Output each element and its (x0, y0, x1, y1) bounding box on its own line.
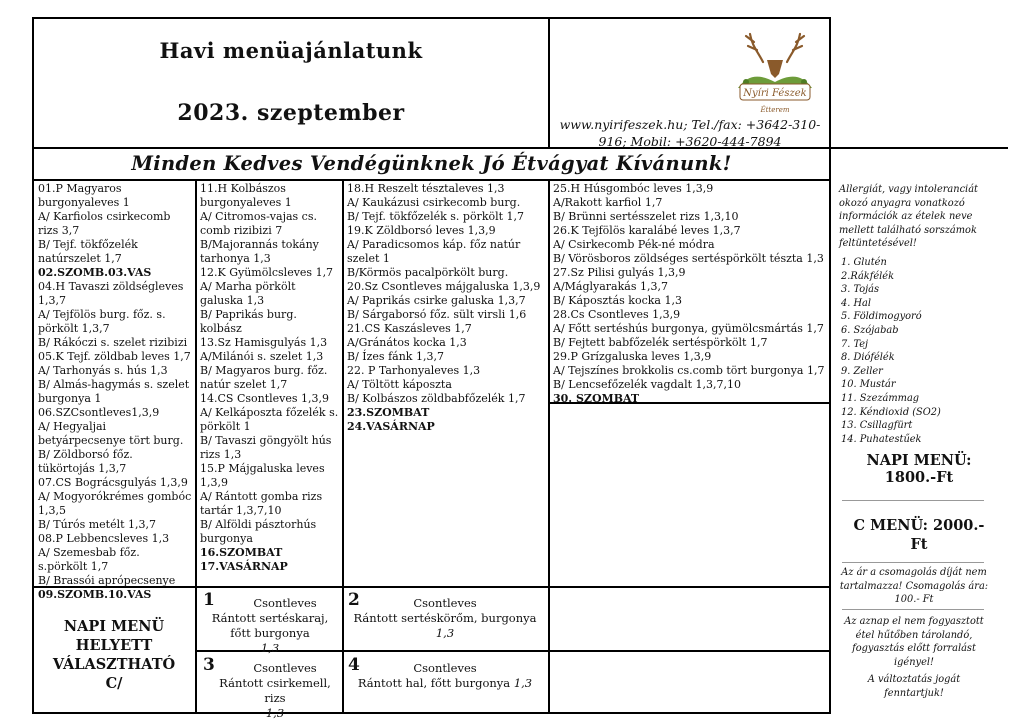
menu-line: 11.H Kolbászos burgonyaleves 1 (200, 182, 292, 209)
menu-line: 02.SZOMB.03.VAS (38, 266, 152, 279)
option-soup: Csontleves (413, 661, 477, 675)
logo-subtext: Étterem (760, 106, 790, 114)
menu-line: A/Milánói s. szelet 1,3 (200, 350, 324, 363)
allergen-item: 1. Glutén (841, 257, 887, 268)
alternatives-label-line: C/ (105, 675, 123, 692)
menu-line: A/ Marha pörkölt galuska 1,3 (200, 280, 296, 307)
menu-line: A/Gránátos kocka 1,3 (347, 336, 467, 349)
menu-line: 01.P Magyaros burgonyaleves 1 (38, 182, 130, 209)
option-number: 2 (348, 590, 360, 610)
menu-line: 22. P Tarhonyaleves 1,3 (347, 364, 481, 377)
alternatives-label-line: NAPI MENÜ (63, 618, 165, 635)
banner-bottom-line (32, 179, 831, 181)
option-4 (345, 661, 545, 691)
menu-line: 19.K Zöldborsó leves 1,3,9 (347, 224, 496, 237)
welcome-banner: Minden Kedves Vendégünknek Jó Étvágyat Kívánunk! (131, 152, 732, 175)
menu-line: B/ Tavaszi göngyölt hús rizs 1,3 (200, 434, 332, 461)
menu-line: B/ Káposztás kocka 1,3 (553, 294, 682, 307)
menu-line: B/ Ízes fánk 1,3,7 (347, 350, 444, 363)
header-divider (548, 17, 550, 149)
rights-note: A változtatás jogát fenntartjuk! (867, 674, 961, 699)
menu-line: B/ Sárgaborsó főz. sült virsli 1,6 (347, 308, 527, 321)
menu-line: 27.Sz Pilisi gulyás 1,3,9 (553, 266, 686, 279)
menu-line: 09.SZOMB.10.VAS (38, 588, 152, 601)
allergen-item: 13. Csillagfürt (841, 420, 913, 432)
menu-line: A/ Kelkáposzta főzelék s. pörkölt 1 (200, 406, 339, 433)
menu-line: B/ Rákóczi s. szelet rizibizi (38, 336, 188, 349)
menu-line: 16.SZOMBAT (200, 546, 283, 559)
menu-line: 17.VASÁRNAP (200, 560, 288, 573)
menu-title: Havi menüajánlatunk (159, 38, 423, 63)
menu-line: B/Körmös pacalpörkölt burg. (347, 266, 509, 279)
menu-line: B/ Magyaros burg. főz. natúr szelet 1,7 (200, 364, 328, 391)
menu-line: 14.CS Csontleves 1,3,9 (200, 392, 330, 405)
menu-line: A/ Mogyorókrémes gombóc 1,3,5 (38, 490, 192, 517)
allergen-item: 7. Tej (841, 338, 869, 350)
menu-line: 30. SZOMBAT (553, 392, 640, 405)
col-divider-2 (342, 179, 344, 714)
menu-line: B/ Almás-hagymás s. szelet burgonya 1 (38, 378, 190, 405)
menu-line: 13.Sz Hamisgulyás 1,3 (200, 336, 328, 349)
allergen-item: 3. Tojás (841, 284, 880, 296)
option-number: 4 (348, 655, 360, 675)
option-2 (345, 596, 545, 641)
packaging-note: Az ár a csomagolás díját nem tartalmazza! Csomagolás ára: 100.- Ft (839, 567, 989, 605)
allergen-item: 8. Diófélék (841, 352, 895, 364)
col-divider-1 (195, 179, 197, 714)
allergen-item: 10. Mustár (841, 379, 896, 391)
menu-line: 12.K Gyümölcsleves 1,7 (200, 266, 334, 279)
menu-line: 05.K Tejf. zöldbab leves 1,7 (38, 350, 191, 363)
menu-line: B/ Alföldi pásztorhús burgonya (200, 518, 317, 545)
menu-line: A/ Töltött káposzta (347, 378, 452, 391)
menu-line: B/ Paprikás burg. kolbász (200, 308, 297, 335)
menu-line: A/ Karfiolos csirkecomb rizs 3,7 (38, 210, 171, 237)
alternatives-label (36, 617, 192, 693)
menu-line: B/ Zöldborsó főz. tükörtojás 1,3,7 (38, 448, 133, 475)
menu-line: 25.H Húsgombóc leves 1,3,9 (553, 182, 714, 195)
napi-menu-label: NAPI MENÜ: (866, 452, 972, 469)
menu-line: B/Majorannás tokány tarhonya 1,3 (200, 238, 319, 265)
price-divider (842, 562, 984, 563)
fridge-note: Az aznap el nem fogyasztott étel hűtőben tárolandó, fogyasztás előtt forralást igényel! (844, 616, 984, 668)
option-1 (200, 596, 340, 656)
allergen-item: 5. Földimogyoró (841, 311, 922, 323)
menu-line: 15.P Májgaluska leves 1,3,9 (200, 462, 325, 489)
menu-line: B/ Tejf. tökfőzelék s. pörkölt 1,7 (347, 210, 525, 223)
menu-line: 26.K Tejfölös karalábé leves 1,3,7 (553, 224, 741, 237)
alternatives-label-line: HELYETT (75, 637, 153, 654)
menu-line: 23.SZOMBAT (347, 406, 430, 419)
contact-info: www.nyirifeszek.hu; Tel./fax: +3642-310-916; Mobil: +3620-444-7894 (559, 117, 821, 149)
option-main: Rántott hal, főtt burgonya (357, 676, 511, 690)
menu-line: B/ Kolbászos zöldbabfőzelék 1,7 (347, 392, 526, 405)
allergen-item: 2.Rákfélék (841, 270, 895, 282)
menu-line: 07.CS Bográcsgulyás 1,3,9 (38, 476, 188, 489)
menu-line: A/ Citromos-vajas cs. comb rizibizi 7 (200, 210, 317, 237)
menu-line: A/Máglyarakás 1,3,7 (553, 280, 668, 293)
logo-text: Nyíri Fészek (743, 88, 807, 99)
option-main: Rántott sertéskaraj, főtt burgonya (211, 611, 329, 640)
allergen-item: 4. Hal (841, 297, 871, 309)
week-column-4 (553, 182, 828, 406)
option-allergens: 1,3 (260, 641, 280, 655)
menu-line: A/Rakott karfiol 1,7 (553, 196, 663, 209)
menu-date: 2023. szeptember (177, 100, 405, 126)
border-right (829, 17, 831, 714)
restaurant-logo (730, 22, 820, 122)
menu-line: A/ Paradicsomos káp. főz natúr szelet 1 (347, 238, 521, 265)
option-soup: Csontleves (253, 596, 317, 610)
menu-line: B/ Lencsefőzelék vagdalt 1,3,7,10 (553, 378, 742, 391)
menu-line: A/ Tarhonyás s. hús 1,3 (38, 364, 168, 377)
c-menu-price: Ft (910, 536, 928, 553)
menu-line: B/ Fejtett babfőzelék sertéspörkölt 1,7 (553, 336, 768, 349)
option-main: Rántott csirkemell, rizs (219, 676, 331, 705)
menu-line: A/ Főtt sertéshús burgonya, gyümölcsmártás 1,7 (553, 322, 824, 335)
option-allergens: 1,3 (265, 706, 285, 720)
week-column-1 (38, 182, 192, 602)
option-number: 1 (203, 590, 215, 610)
option-main-row (345, 676, 545, 691)
allergen-item: 12. Kéndioxid (SO2) (841, 406, 941, 418)
menu-line: A/ Paprikás csirke galuska 1,3,7 (347, 294, 526, 307)
menu-line: A/ Rántott gomba rizs tartár 1,3,7,10 (200, 490, 323, 517)
menu-line: B/ Túrós metélt 1,3,7 (38, 518, 157, 531)
menu-line: A/ Tejfölös burg. főz. s. pörkölt 1,3,7 (38, 308, 166, 335)
menu-line: A/ Hegyaljai betyárpecsenye tört burg. (38, 420, 184, 447)
menu-line: 24.VASÁRNAP (347, 420, 435, 433)
menu-line: 21.CS Kaszásleves 1,7 (347, 322, 472, 335)
allergen-item: 14. Puhatestűek (841, 433, 922, 445)
price-divider (842, 609, 984, 610)
border-bottom (32, 712, 831, 714)
menu-line: 28.Cs Csontleves 1,3,9 (553, 308, 681, 321)
menu-line: A/ Szemesbab főz. s.pörkölt 1,7 (38, 546, 140, 573)
allergen-item: 9. Zeller (841, 365, 883, 377)
menu-line: A/ Tejszínes brokkolis cs.comb tört burgonya 1,7 (553, 364, 825, 377)
allergen-item: 6. Szójabab (841, 324, 899, 336)
menu-line: A/ Csirkecomb Pék-né módra (553, 238, 715, 251)
c-menu-label: C MENÜ: 2000.- (853, 517, 985, 534)
week-column-3 (347, 182, 545, 434)
allergen-list (841, 256, 991, 446)
option-number: 3 (203, 655, 215, 675)
option-main: Rántott sertéskörőm, burgonya (353, 611, 537, 625)
option-allergens: 1,3 (513, 676, 533, 690)
col-divider-3 (548, 179, 550, 714)
week-column-2 (200, 182, 340, 574)
option-soup: Csontleves (413, 596, 477, 610)
allergen-item: 11. Szezámmag (841, 392, 920, 404)
menu-line: B/ Brünni sertésszelet rizs 1,3,10 (553, 210, 739, 223)
menu-line: B/ Vörösboros zöldséges sertéspörkölt tészta 1,3 (553, 252, 824, 265)
option-soup: Csontleves (253, 661, 317, 675)
alternatives-label-line: VÁLASZTHATÓ (52, 656, 176, 673)
outer-right-edge (1006, 147, 1008, 149)
menu-line: 04.H Tavaszi zöldségleves 1,3,7 (38, 280, 184, 307)
menu-line: 20.Sz Csontleves májgaluska 1,3,9 (347, 280, 541, 293)
allergen-intro: Allergiát, vagy intoleranciát okozó anyagra vonatkozó információk az ételek neve mellett található sorszámok feltüntetésével! (839, 184, 978, 249)
menu-line: 08.P Lebbencsleves 1,3 (38, 532, 170, 545)
menu-line: A/ Kaukázusi csirkecomb burg. (347, 196, 521, 209)
menu-line: B/ Brassói aprópecsenye (38, 574, 176, 587)
menu-line: B/ Tejf. tökfőzelék natúrszelet 1,7 (38, 238, 138, 265)
menu-line: 18.H Reszelt tésztaleves 1,3 (347, 182, 505, 195)
option-allergens: 1,3 (435, 626, 455, 640)
price-divider (842, 500, 984, 501)
header-bottom-line (32, 147, 1007, 149)
border-top (32, 17, 831, 19)
menu-line: 29.P Grízgaluska leves 1,3,9 (553, 350, 712, 363)
napi-menu-price: 1800.-Ft (884, 469, 954, 486)
menu-line: 06.SZCsontleves1,3,9 (38, 406, 160, 419)
option-3 (215, 661, 335, 721)
